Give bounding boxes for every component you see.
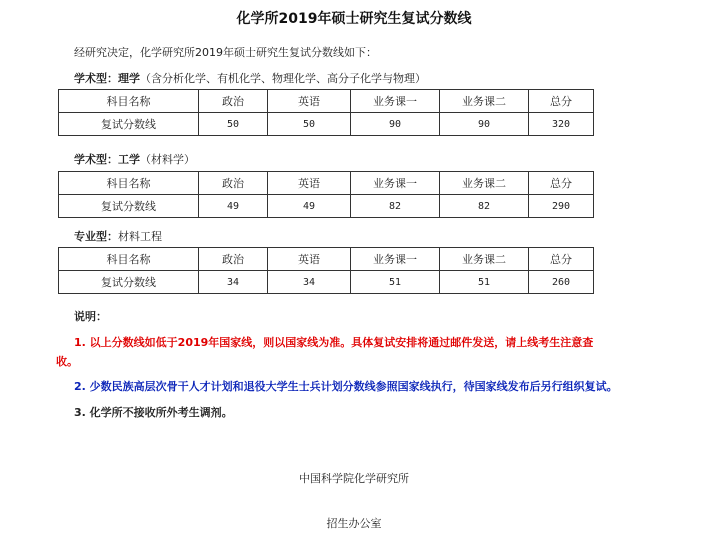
table-header-cell: 业务课二	[440, 172, 529, 195]
table-cell: 49	[199, 195, 268, 218]
table-cell: 50	[268, 113, 351, 136]
table-header-cell: 业务课一	[351, 90, 440, 113]
table-header-cell: 政治	[199, 248, 268, 271]
table-cell: 复试分数线	[59, 271, 199, 294]
table-header-cell: 业务课二	[440, 90, 529, 113]
table-header-cell: 总分	[529, 172, 594, 195]
section-detail: （材料学）	[140, 153, 195, 166]
table-cell: 49	[268, 195, 351, 218]
table-header-cell: 英语	[268, 248, 351, 271]
page-title: 化学所2019年硕士研究生复试分数线	[236, 11, 472, 27]
table-header-cell: 英语	[268, 172, 351, 195]
table-cell: 82	[351, 195, 440, 218]
score-table	[58, 247, 594, 294]
note-1-continued: 收。	[56, 355, 78, 368]
section-label: 学术型：工学	[74, 153, 140, 166]
table-row	[59, 195, 594, 218]
table-cell: 51	[351, 271, 440, 294]
table-header-cell: 政治	[199, 90, 268, 113]
table-header-cell: 科目名称	[59, 248, 199, 271]
score-table	[58, 171, 594, 218]
table-header-row	[59, 90, 594, 113]
section-heading	[74, 70, 426, 86]
table-header-cell: 总分	[529, 90, 594, 113]
signature-org: 中国科学院化学研究所	[299, 472, 409, 485]
section-detail: （含分析化学、有机化学、物理化学、高分子化学与物理）	[140, 72, 426, 85]
note-3: 3. 化学所不接收所外考生调剂。	[74, 406, 233, 419]
table-cell: 34	[268, 271, 351, 294]
table-header-cell: 业务课一	[351, 248, 440, 271]
note-2: 2. 少数民族高层次骨干人才计划和退役大学生士兵计划分数线参照国家线执行，待国家线发布后另行组织复试。	[74, 380, 618, 393]
section-label: 专业型：	[74, 230, 118, 243]
signature-office: 招生办公室	[326, 517, 382, 530]
table-header-row	[59, 172, 594, 195]
table-header-cell: 科目名称	[59, 172, 199, 195]
table-cell: 82	[440, 195, 529, 218]
table-cell: 50	[199, 113, 268, 136]
table-header-cell: 业务课一	[351, 172, 440, 195]
intro-text: 经研究决定，化学研究所2019年硕士研究生复试分数线如下：	[74, 46, 377, 59]
section-detail: 材料工程	[118, 230, 162, 243]
table-cell: 90	[440, 113, 529, 136]
table-row	[59, 271, 594, 294]
table-cell: 90	[351, 113, 440, 136]
table-header-row	[59, 248, 594, 271]
table-header-cell: 总分	[529, 248, 594, 271]
table-row	[59, 113, 594, 136]
table-cell: 51	[440, 271, 529, 294]
table-cell: 复试分数线	[59, 113, 199, 136]
table-cell: 320	[529, 113, 594, 136]
table-header-cell: 英语	[268, 90, 351, 113]
table-cell: 290	[529, 195, 594, 218]
note-1: 1. 以上分数线如低于2019年国家线，则以国家线为准。具体复试安排将通过邮件发送，请上线考生注意查	[74, 336, 594, 349]
score-table	[58, 89, 594, 136]
table-cell: 复试分数线	[59, 195, 199, 218]
table-cell: 34	[199, 271, 268, 294]
table-header-cell: 业务课二	[440, 248, 529, 271]
section-heading	[74, 228, 162, 244]
table-header-cell: 科目名称	[59, 90, 199, 113]
table-header-cell: 政治	[199, 172, 268, 195]
table-cell: 260	[529, 271, 594, 294]
section-label: 学术型：理学	[74, 72, 140, 85]
section-heading	[74, 151, 195, 167]
notes-heading: 说明：	[74, 310, 107, 323]
